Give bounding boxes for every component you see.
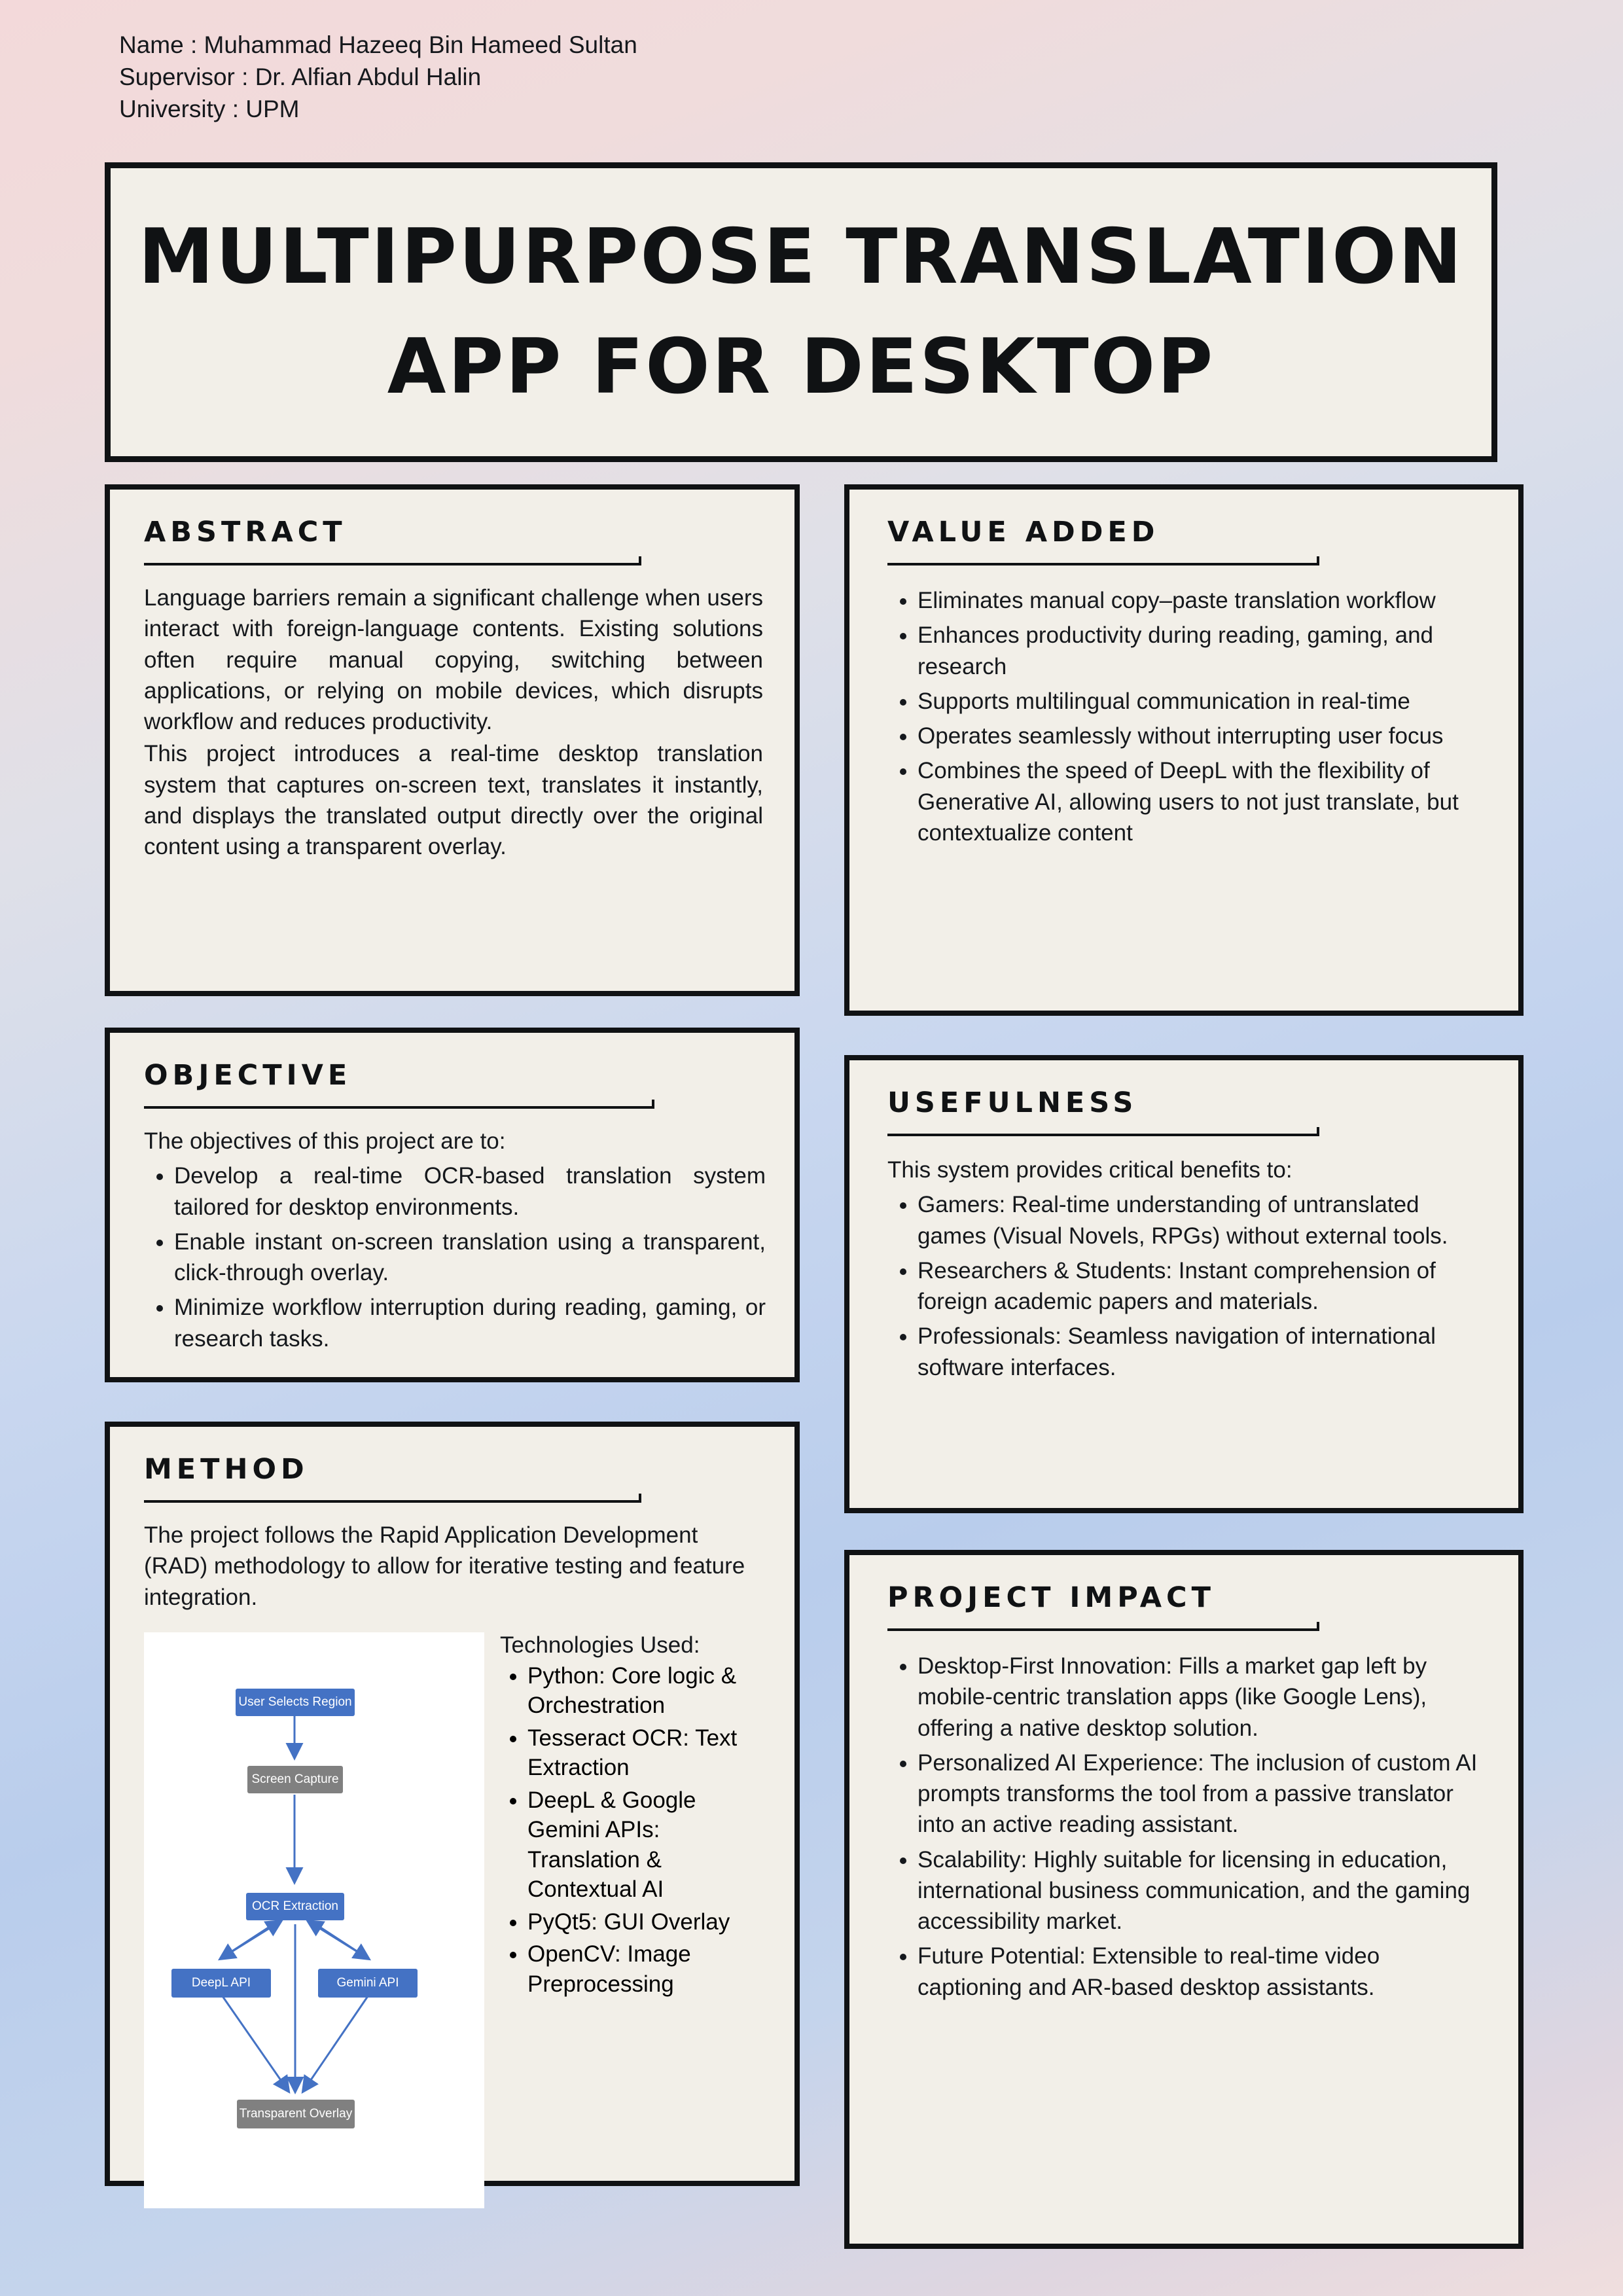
abstract-paragraph-1: Language barriers remain a significant challenge when users interact with foreign-language contents. Existing solutions often require manual copying, switching between applications, or relying on mobile devices, which disrupts workflow and reduces productivity. xyxy=(144,585,763,734)
list-item: • Personalized AI Experience: The inclusion of custom AI prompts transforms the tool from a passive translator into an active reading assistant. xyxy=(918,1748,1489,1840)
abstract-paragraph-2: This project introduces a real-time desktop translation system that captures on-screen text, translates it instantly, and displays the translated output directly over the original content using a transparent overlay. xyxy=(144,741,763,859)
method-flow-diagram xyxy=(144,1632,484,2208)
poster-title-line-2: APP FOR DESKTOP xyxy=(387,323,1215,411)
list-item: • Future Potential: Extensible to real-time video captioning and AR-based desktop assistants. xyxy=(918,1941,1489,2003)
list-item: • Desktop-First Innovation: Fills a market gap left by mobile-centric translation apps (like Google Lens), offering a native desktop solution. xyxy=(918,1651,1489,1744)
list-item: • Eliminates manual copy–paste translation workflow xyxy=(918,585,1489,616)
list-item: • Python: Core logic & Orchestration xyxy=(527,1661,766,1721)
list-item: • Enable instant on-screen translation using a transparent, click-through overlay. xyxy=(174,1227,766,1289)
abstract-heading: ABSTRACT xyxy=(144,516,347,548)
usefulness-list xyxy=(887,1189,1489,1383)
list-item: • Gamers: Real-time understanding of untranslated games (Visual Novels, RPGs) without external tools. xyxy=(918,1189,1489,1251)
method-technologies xyxy=(500,1632,766,2208)
project-impact-heading: PROJECT IMPACT xyxy=(887,1581,1215,1614)
technologies-list xyxy=(500,1661,766,2000)
poster-title-box xyxy=(105,162,1497,462)
value-added-list xyxy=(887,585,1489,848)
list-item: • Tesseract OCR: Text Extraction xyxy=(527,1723,766,1783)
list-item: • Develop a real-time OCR-based translation system tailored for desktop environments. xyxy=(174,1160,766,1223)
panel-method xyxy=(105,1422,800,2186)
usefulness-divider xyxy=(887,1134,1319,1136)
list-item: • Researchers & Students: Instant comprehension of foreign academic papers and materials. xyxy=(918,1255,1489,1318)
author-name: Name : Muhammad Hazeeq Bin Hameed Sultan xyxy=(119,31,637,58)
list-item: • Operates seamlessly without interrupting user focus xyxy=(918,721,1489,751)
list-item: • Supports multilingual communication in real-time xyxy=(918,686,1489,717)
list-item: • Enhances productivity during reading, gaming, and research xyxy=(918,620,1489,682)
panel-abstract xyxy=(105,484,800,996)
list-item: • Combines the speed of DeepL with the flexibility of Generative AI, allowing users to not just translate, but contextualize content xyxy=(918,755,1489,848)
method-heading: METHOD xyxy=(144,1453,309,1486)
objective-divider xyxy=(144,1106,654,1109)
flow-node-screen-capture: Screen Capture xyxy=(247,1766,343,1793)
author-meta xyxy=(119,29,637,126)
objective-intro: The objectives of this project are to: xyxy=(144,1128,506,1154)
flow-node-ocr-extraction: OCR Extraction xyxy=(246,1893,344,1920)
usefulness-intro: This system provides critical benefits to: xyxy=(887,1157,1293,1183)
poster-title-line-1: MULTIPURPOSE TRANSLATION xyxy=(138,212,1464,301)
method-intro: The project follows the Rapid Application Development (RAD) methodology to allow for iterative testing and feature integration. xyxy=(144,1522,745,1610)
flow-node-transparent-overlay: Transparent Overlay xyxy=(237,2100,355,2128)
value-added-divider xyxy=(887,563,1319,565)
flow-node-deepl-api: DeepL API xyxy=(171,1969,271,1998)
flow-node-user-selects-region: User Selects Region xyxy=(236,1689,355,1716)
list-item: • OpenCV: Image Preprocessing xyxy=(527,1939,766,1999)
supervisor-name: Supervisor : Dr. Alfian Abdul Halin xyxy=(119,63,482,91)
project-impact-divider xyxy=(887,1628,1319,1631)
objective-list xyxy=(144,1160,766,1354)
flow-node-gemini-api: Gemini API xyxy=(318,1969,418,1998)
value-added-heading: VALUE ADDED xyxy=(887,516,1160,548)
technologies-title: Technologies Used: xyxy=(500,1632,700,1658)
abstract-divider xyxy=(144,563,641,565)
objective-heading: OBJECTIVE xyxy=(144,1059,352,1092)
panel-value-added xyxy=(844,484,1524,1016)
panel-usefulness xyxy=(844,1055,1524,1513)
method-divider xyxy=(144,1500,641,1503)
list-item: • Professionals: Seamless navigation of international software interfaces. xyxy=(918,1321,1489,1383)
panel-objective xyxy=(105,1028,800,1382)
university-name: University : UPM xyxy=(119,96,300,123)
list-item: • DeepL & Google Gemini APIs: Translation & Contextual AI xyxy=(527,1785,766,1905)
list-item: • Scalability: Highly suitable for licensing in education, international business communication, and the gaming accessibility market. xyxy=(918,1844,1489,1937)
usefulness-heading: USEFULNESS xyxy=(887,1086,1138,1119)
project-impact-list xyxy=(887,1651,1489,2003)
panel-project-impact xyxy=(844,1550,1524,2249)
list-item: • PyQt5: GUI Overlay xyxy=(527,1907,766,1937)
list-item: • Minimize workflow interruption during reading, gaming, or research tasks. xyxy=(174,1292,766,1354)
